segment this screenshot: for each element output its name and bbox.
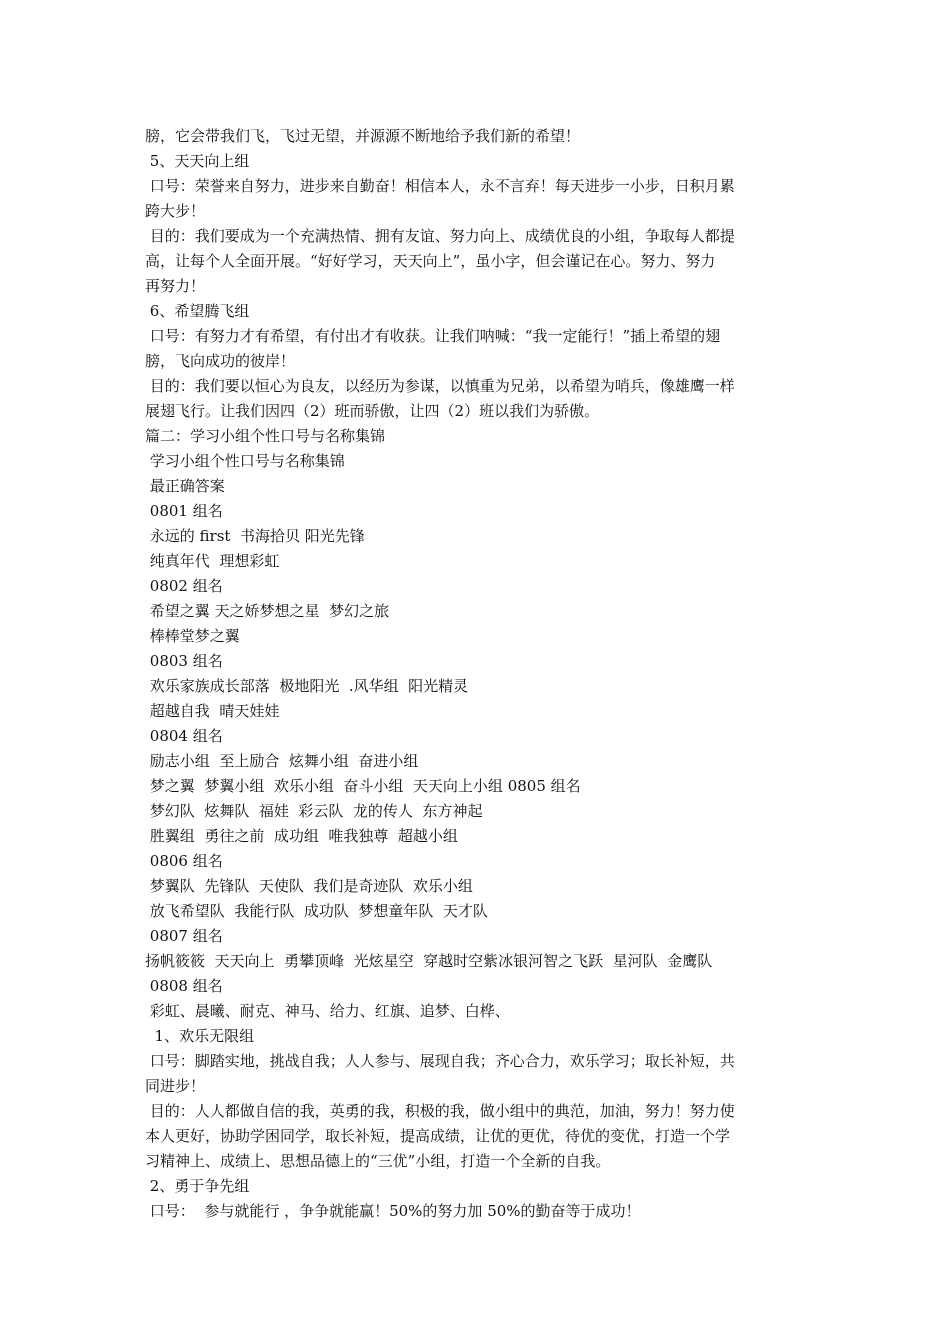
section-heading: 5、天天向上组	[145, 152, 250, 170]
text-line: 目的：我们要以恒心为良友，以经历为参谋，以慎重为兄弟，以希望为哨兵，像雄鹰一样	[145, 377, 735, 395]
text-line: 同进步！	[145, 1077, 206, 1095]
group-heading: 0808 组名	[145, 977, 223, 995]
text-line: 纯真年代 理想彩虹	[145, 552, 280, 570]
group-heading: 0804 组名	[145, 727, 223, 745]
section-heading: 6、希望腾飞组	[145, 302, 250, 320]
text-line: 跨大步！	[145, 202, 206, 220]
text-line: 口号：脚踏实地，挑战自我；人人参与、展现自我；齐心合力，欢乐学习；取长补短，共	[145, 1052, 735, 1070]
text-line: 口号： 参与就能行 ，争争就能赢！50%的努力加 50%的勤奋等于成功！	[145, 1202, 641, 1220]
text-line: 习精神上、成绩上、思想品德上的“三优”小组，打造一个全新的自我。	[145, 1152, 611, 1170]
section-heading: 2、勇于争先组	[145, 1177, 250, 1195]
text-line: 超越自我 晴天娃娃	[145, 702, 280, 720]
group-heading: 0803 组名	[145, 652, 223, 670]
text-line: 展翅飞行。让我们因四（2）班而骄傲，让四（2）班以我们为骄傲。	[145, 402, 600, 420]
text-line: 梦之翼 梦翼小组 欢乐小组 奋斗小组 天天向上小组 0805 组名	[145, 777, 581, 795]
text-line: 口号：荣誉来自努力，进步来自勤奋！相信本人，永不言弃！每天进步一小步，日积月累	[145, 177, 735, 195]
text-line: 希望之翼 天之娇梦想之星 梦幻之旅	[145, 602, 390, 620]
text-line: 梦幻队 炫舞队 福娃 彩云队 龙的传人 东方神起	[145, 802, 483, 820]
document-title: 学习小组个性口号与名称集锦	[145, 452, 345, 470]
text-line: 本人更好，协助学困同学，取长补短，提高成绩，让优的更优，待优的变优，打造一个学	[145, 1127, 731, 1145]
text-line: 膀，它会带我们飞，飞过无望，并源源不断地给予我们新的希望！	[145, 127, 581, 145]
group-heading: 0801 组名	[145, 502, 223, 520]
group-heading: 0807 组名	[145, 927, 223, 945]
text-line: 目的：人人都做自信的我，英勇的我，积极的我，做小组中的典范，加油，努力！努力使	[145, 1102, 735, 1120]
text-line: 再努力！	[145, 277, 206, 295]
text-line: 膀，飞向成功的彼岸！	[145, 352, 296, 370]
text-line: 口号：有努力才有希望，有付出才有收获。让我们呐喊：“我一定能行！”插上希望的翅	[145, 327, 721, 345]
text-line: 放飞希望队 我能行队 成功队 梦想童年队 天才队	[145, 902, 488, 920]
group-heading: 0806 组名	[145, 852, 223, 870]
text-line: 最正确答案	[145, 477, 225, 495]
section-heading: 1、欢乐无限组	[145, 1027, 255, 1045]
text-line: 梦翼队 先锋队 天使队 我们是奇迹队 欢乐小组	[145, 877, 473, 895]
text-line: 欢乐家族成长部落 极地阳光 .风华组 阳光精灵	[145, 677, 469, 695]
text-line: 高，让每个人全面开展。“好好学习，天天向上”，虽小字，但会谨记在心。努力、努力	[145, 252, 716, 270]
group-heading: 0802 组名	[145, 577, 223, 595]
text-line: 彩虹、晨曦、耐克、神马、给力、红旗、追梦、白桦、	[145, 1002, 510, 1020]
text-line: 扬帆筱筱 天天向上 勇攀顶峰 光炫星空 穿越时空紫冰银河智之飞跃 星河队 金鹰队	[145, 952, 713, 970]
text-line: 励志小组 至上励合 炫舞小组 奋进小组	[145, 752, 419, 770]
text-line: 永远的 first 书海拾贝 阳光先锋	[145, 527, 365, 545]
text-line: 目的：我们要成为一个充满热情、拥有友谊、努力向上、成绩优良的小组，争取每人都提	[145, 227, 735, 245]
text-line: 棒棒堂梦之翼	[145, 627, 240, 645]
document-body	[145, 124, 810, 1224]
chapter-heading: 篇二：学习小组个性口号与名称集锦	[145, 427, 386, 445]
text-line: 胜翼组 勇往之前 成功组 唯我独尊 超越小组	[145, 827, 458, 845]
